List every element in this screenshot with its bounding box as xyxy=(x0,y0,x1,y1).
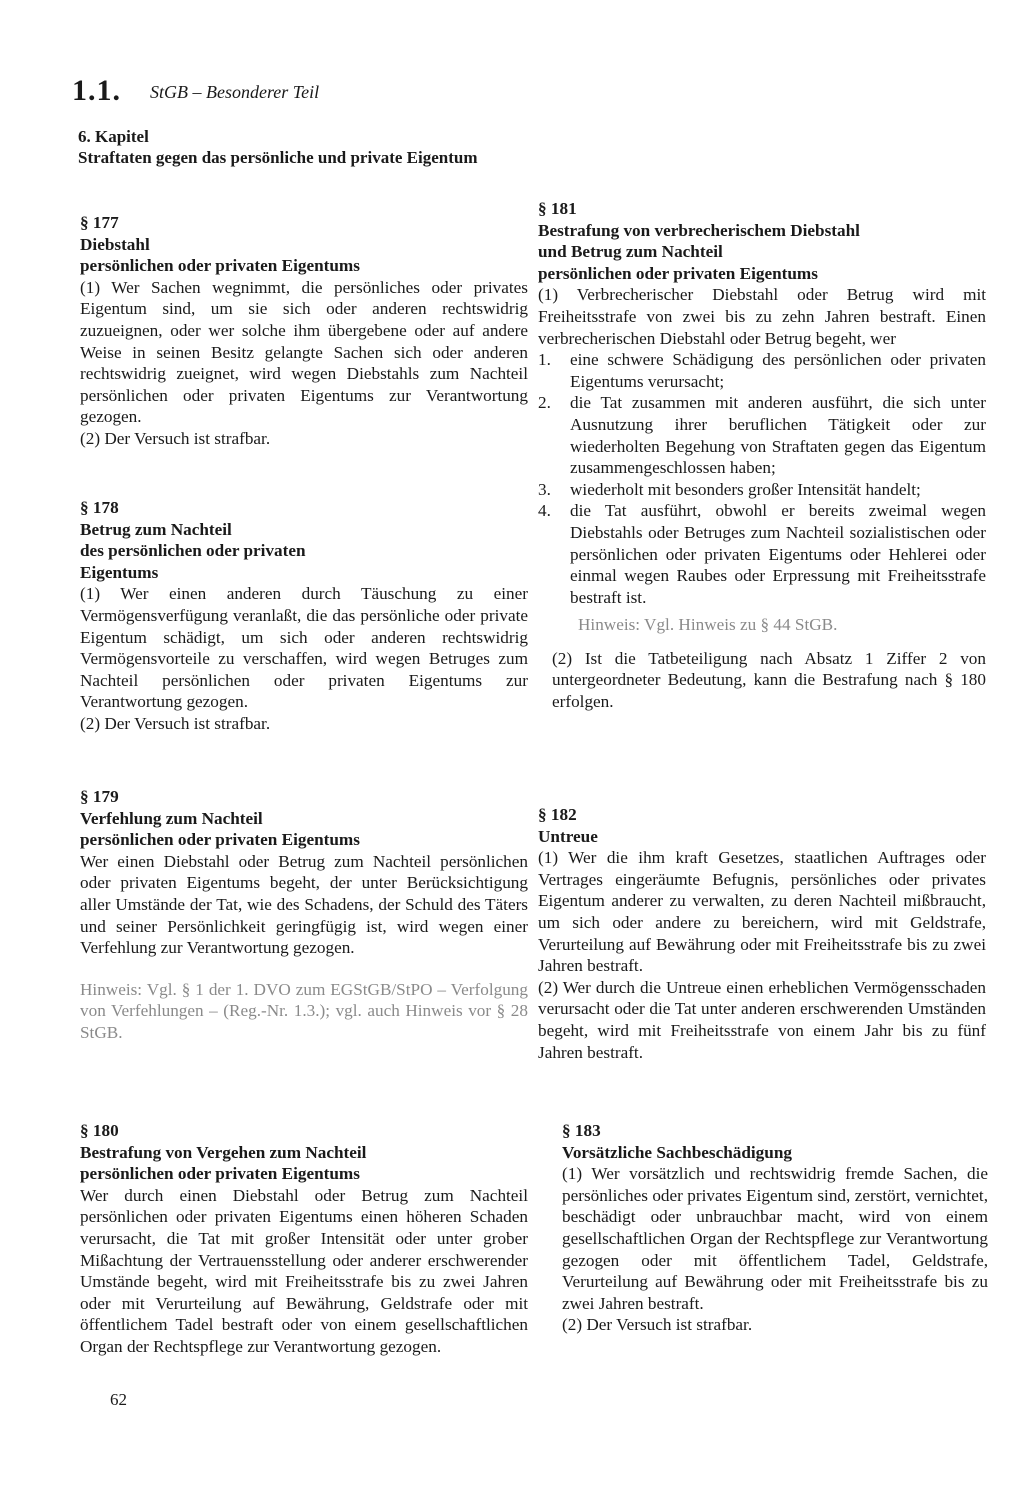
paragraph-title: Bestrafung von verbrecherischem Diebstahl xyxy=(538,220,860,240)
paragraph-title: Verfehlung zum Nachteil xyxy=(80,808,263,828)
page-header xyxy=(72,74,320,114)
list-item xyxy=(538,479,986,501)
paragraph-title: des persönlichen oder privaten xyxy=(80,541,306,561)
paragraph-number: § 183 xyxy=(562,1121,601,1140)
running-title: StGB – Besonderer Teil xyxy=(150,82,320,102)
list-item-number: 3. xyxy=(538,479,551,499)
page-number: 62 xyxy=(110,1390,127,1409)
section-180 xyxy=(80,1120,528,1358)
paragraph-number: § 177 xyxy=(80,213,119,232)
paragraph-title: Diebstahl xyxy=(80,234,150,254)
paragraph-title: Eigentums xyxy=(80,562,159,582)
paragraph-body: (2) Der Versuch ist strafbar. xyxy=(80,428,271,448)
paragraph-title: Untreue xyxy=(538,826,598,846)
paragraph-number: § 182 xyxy=(538,805,577,824)
paragraph-number: § 178 xyxy=(80,498,119,517)
paragraph-title: persönlichen oder privaten Eigentums xyxy=(80,256,360,276)
paragraph-title: persönlichen oder privaten Eigentums xyxy=(80,1164,360,1184)
list-item-number: 4. xyxy=(538,501,551,521)
paragraph-body: Wer einen Diebstahl oder Betrug zum Nachteil persönlichen oder privaten Eigentums begeht, der unter Berücksichtigung aller Umstände der Tat, wie des Schadens, der Schuld des Täters und seiner Persönlichkeit geringfügig ist, wird wegen einer Verfehlung zur Verantwortung gezogen. xyxy=(80,851,528,958)
list-item-text: die Tat zusammen mit anderen ausführt, die sich unter Ausnutzung ihrer beruflichen Tätigkeit oder zur wiederholten Begehung von Straftaten gegen das Eigentum zusammengeschlossen haben; xyxy=(570,393,986,478)
section-183 xyxy=(562,1120,988,1336)
section-number: 1.1. xyxy=(72,74,121,107)
chapter-heading xyxy=(78,126,578,168)
paragraph-body: (2) Ist die Tatbeteiligung nach Absatz 1 Ziffer 2 von untergeordneter Bedeutung, kann die Bestrafung nach § 180 erfolgen. xyxy=(552,648,986,712)
paragraph-body: (1) Wer einen anderen durch Täuschung zu einer Vermögensverfügung veranlaßt, die das persönliche oder private Eigentum schädigt, um sich oder anderen rechtswidrig Vermögensvorteile zu verschaffen, wird wegen Betruges zum Nachteil persönlichen oder privaten Eigentums zur Verantwortung gezogen. xyxy=(80,584,528,712)
paragraph-title: Vorsätzliche Sachbeschädigung xyxy=(562,1142,792,1162)
section-182 xyxy=(538,804,986,1063)
paragraph-number: § 181 xyxy=(538,199,577,218)
list-item-text: die Tat ausführt, obwohl er bereits zweimal wegen Diebstahls oder Betruges zum Nachteil sozialistischen oder persönlichen oder privaten Eigentums oder Hehlerei oder einmal wegen Raubes oder Erpressung mit Freiheitsstrafe bestraft ist. xyxy=(570,501,986,607)
paragraph-body: (1) Wer die ihm kraft Gesetzes, staatlichen Auftrages oder Vertrages eingeräumte Befugnis, persönliches oder privates Eigentum anderer zu verwalten, zu deren Nachteil mißbraucht, um sich oder andere zu bereichern, wird mit Geldstrafe, Verurteilung auf Bewährung oder mit Freiheitsstrafe bis zu zwei Jahren bestraft. xyxy=(538,848,986,976)
list-item-number: 2. xyxy=(538,393,551,413)
chapter-number: 6. Kapitel xyxy=(78,127,149,146)
section-179 xyxy=(80,786,528,1044)
paragraph-number: § 179 xyxy=(80,787,119,806)
paragraph-body: (1) Wer Sachen wegnimmt, die persönliches oder privates Eigentum sind, um sie sich oder anderen rechtswidrig zuzueignen, oder wer solche ihm übergebene oder auf andere Weise in seinen Besitz gelangte Sachen sich oder anderen rechtswidrig zueignet, wird wegen Diebstahls zum Nachteil persönlichen oder privaten Eigentums zur Verantwortung gezogen. xyxy=(80,277,528,427)
paragraph-body: (2) Wer durch die Untreue einen erheblichen Vermögensschaden verursacht oder die Tat unter anderen erschwerenden Umständen begeht, wird mit Freiheitsstrafe von einem Jahr bis zu fünf Jahren bestraft. xyxy=(538,977,986,1062)
hint-note: Hinweis: Vgl. Hinweis zu § 44 StGB. xyxy=(578,615,838,635)
paragraph-body: Wer durch einen Diebstahl oder Betrug zum Nachteil persönlichen oder privaten Eigentums einen höheren Schaden verursacht, die Tat mit großer Intensität oder unter grober Mißachtung der Vertrauensstellung oder anderer erschwerender Umstände begeht, wird mit Freiheitsstrafe bis zu zwei Jahren oder mit Verurteilung auf Bewährung, Geldstrafe oder mit öffentlichem Tadel bestraft oder von einem gesellschaftlichen Organ der Rechtspflege zur Verantwortung gezogen. xyxy=(80,1185,528,1356)
paragraph-title: und Betrug zum Nachteil xyxy=(538,242,723,262)
section-178 xyxy=(80,497,528,735)
paragraph-body: (2) Der Versuch ist strafbar. xyxy=(562,1315,753,1335)
section-181 xyxy=(538,198,986,713)
numbered-list xyxy=(538,349,986,608)
section-177 xyxy=(80,212,528,450)
list-item-text: wiederholt mit besonders großer Intensität handelt; xyxy=(570,479,921,499)
list-item-number: 1. xyxy=(538,350,551,370)
paragraph-title: persönlichen oder privaten Eigentums xyxy=(80,830,360,850)
list-item xyxy=(538,349,986,392)
paragraph-number: § 180 xyxy=(80,1121,119,1140)
paragraph-body: (1) Wer vorsätzlich und rechtswidrig fremde Sachen, die persönliches oder privates Eigentum sind, zerstört, vernichtet, beschädigt oder unbrauchbar macht, wird von einem gesellschaftlichen Organ der Rechtspflege zur Verantwortung gezogen oder mit öffentlichem Tadel, Geldstrafe, Verurteilung auf Bewährung oder mit Freiheitsstrafe bis zu zwei Jahren bestraft. xyxy=(562,1164,988,1313)
paragraph-title: persönlichen oder privaten Eigentums xyxy=(538,263,818,283)
paragraph-body: (1) Verbrecherischer Diebstahl oder Betrug wird mit Freiheitsstrafe von zwei bis zu zehn Jahren bestraft. Einen verbrecherischen Diebstahl oder Betrug begeht, wer xyxy=(538,285,986,348)
paragraph-title: Bestrafung von Vergehen zum Nachteil xyxy=(80,1142,367,1162)
hint-note: Hinweis: Vgl. § 1 der 1. DVO zum EGStGB/StPO – Verfolgung von Verfehlungen – (Reg.-Nr. 1.3.); vgl. auch Hinweis vor § 28 StGB. xyxy=(80,979,528,1042)
paragraph-body: (2) Der Versuch ist strafbar. xyxy=(80,713,271,733)
chapter-title: Straftaten gegen das persönliche und private Eigentum xyxy=(78,148,478,167)
list-item xyxy=(538,500,986,608)
paragraph-title: Betrug zum Nachteil xyxy=(80,519,232,539)
list-item-text: eine schwere Schädigung des persönlichen oder privaten Eigentums verursacht; xyxy=(570,350,986,391)
list-item xyxy=(538,392,986,478)
